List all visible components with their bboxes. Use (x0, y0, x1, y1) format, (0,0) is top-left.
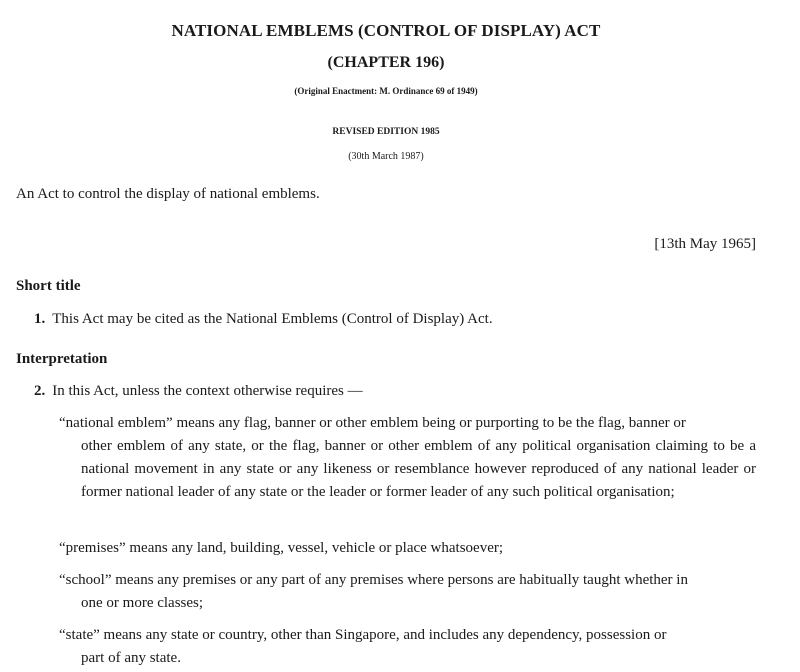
definition-continuation: one or more classes; (81, 595, 204, 611)
definition-first-line: “national emblem” means any flag, banner or other emblem being or purporting to be the flag, banner or (59, 415, 686, 431)
chapter-number: (CHAPTER 196) (327, 54, 445, 71)
section-1 (34, 311, 493, 328)
definition-premises (59, 537, 756, 560)
definition-continuation: other emblem of any state, or the flag, banner or other emblem of any political organisation claiming to be a national movement in any state or any likeness or resemblance however reproduced of any national leader or former national leader of any state or the leader or former leader of any such political organisation; (81, 438, 756, 500)
definition-continuation: part of any state. (81, 650, 181, 666)
long-title: An Act to control the display of national emblems. (16, 186, 320, 202)
original-enactment: (Original Enactment: M. Ordinance 69 of 1949) (294, 86, 478, 96)
section-number: 2. (34, 383, 46, 399)
section-2 (34, 383, 363, 400)
act-title: NATIONAL EMBLEMS (CONTROL OF DISPLAY) ACT (171, 21, 601, 40)
definition-state (59, 624, 756, 670)
heading-interpretation: Interpretation (16, 351, 108, 367)
definition-school (59, 569, 756, 615)
commencement-date: [13th May 1965] (654, 236, 756, 252)
section-text: In this Act, unless the context otherwise requires — (52, 383, 363, 399)
revised-edition: REVISED EDITION 1985 (332, 127, 440, 137)
section-number: 1. (34, 311, 46, 327)
definition-first-line: “school” means any premises or any part of any premises where persons are habitually taught whether in (59, 572, 688, 588)
revised-date: (30th March 1987) (348, 151, 424, 162)
definition-first-line: “premises” means any land, building, vessel, vehicle or place whatsoever; (59, 540, 504, 556)
heading-short-title: Short title (16, 278, 81, 294)
definition-national-emblem (59, 412, 756, 504)
section-text: This Act may be cited as the National Emblems (Control of Display) Act. (52, 311, 493, 327)
definition-first-line: “state” means any state or country, other than Singapore, and includes any dependency, possession or (59, 627, 667, 643)
